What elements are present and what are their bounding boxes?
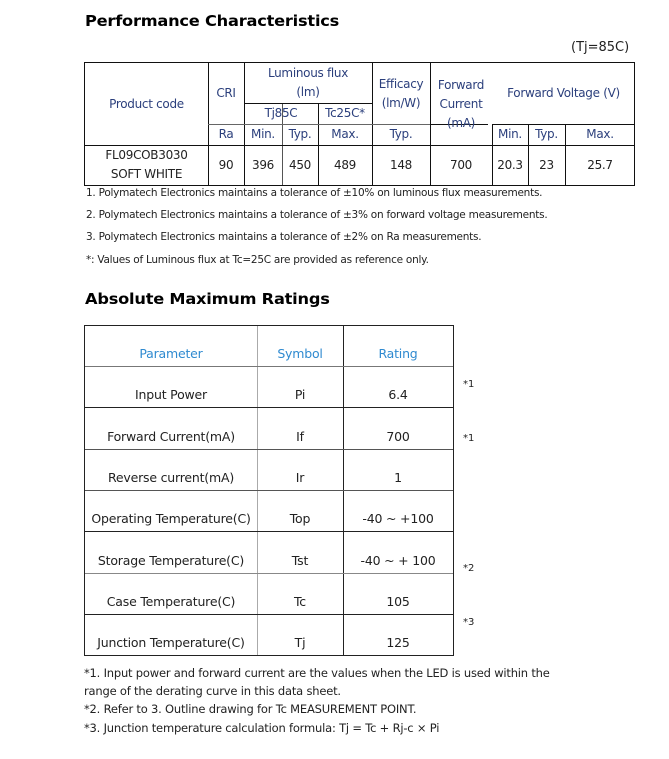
ra-value: 90 bbox=[218, 157, 234, 172]
v-max-value: 25.7 bbox=[587, 157, 613, 172]
header-symbol: Symbol bbox=[277, 346, 323, 361]
absolute-max-table bbox=[84, 325, 454, 656]
header-tc25c: Tc25C* bbox=[325, 106, 365, 120]
product-code-cell bbox=[85, 145, 208, 185]
product-color: SOFT WHITE bbox=[110, 167, 183, 181]
rating-reverse-current: 1 bbox=[394, 470, 402, 485]
header-parameter: Parameter bbox=[139, 346, 203, 361]
product-code: FL09COB3030 bbox=[105, 148, 188, 162]
flux-max-value: 489 bbox=[333, 157, 356, 172]
header-product-code: Product code bbox=[109, 96, 184, 111]
performance-note-1: 1. Polymatech Electronics maintains a tolerance of ±10% on luminous flux measurements. bbox=[86, 187, 543, 199]
side-mark-forward-current: *1 bbox=[463, 433, 475, 444]
rating-junction-temperature: 125 bbox=[386, 635, 410, 650]
side-mark-storage: *2 bbox=[463, 563, 475, 574]
footnote-1-line1: *1. Input power and forward current are the values when the LED is used within the bbox=[84, 666, 550, 680]
header-ra: Ra bbox=[218, 127, 234, 141]
performance-note-2: 2. Polymatech Electronics maintains a tolerance of ±3% on forward voltage measurements. bbox=[86, 209, 548, 221]
param-forward-current: Forward Current(mA) bbox=[107, 429, 235, 444]
header-flux-max: Max. bbox=[331, 127, 359, 141]
performance-note-3: 3. Polymatech Electronics maintains a tolerance of ±2% on Ra measurements. bbox=[86, 231, 482, 243]
rating-forward-current: 700 bbox=[386, 429, 410, 444]
param-junction-temperature: Junction Temperature(C) bbox=[97, 635, 245, 650]
header-current-unit: (mA) bbox=[446, 115, 476, 130]
header-forward-current bbox=[430, 63, 492, 145]
symbol-tc: Tc bbox=[294, 594, 306, 609]
header-efficacy-unit: (lm/W) bbox=[381, 95, 421, 110]
current-value: 700 bbox=[449, 157, 472, 172]
header-tj85c: Tj85C bbox=[264, 106, 298, 120]
header-flux-typ: Typ. bbox=[288, 127, 312, 141]
header-efficacy bbox=[372, 63, 430, 124]
header-rating: Rating bbox=[378, 346, 418, 361]
side-mark-input-power: *1 bbox=[463, 379, 475, 390]
performance-title: Performance Characteristics bbox=[85, 12, 340, 30]
test-condition: (Tj=85C) bbox=[571, 40, 630, 55]
rating-input-power: 6.4 bbox=[388, 387, 408, 402]
rating-storage-temperature: -40 ~ + 100 bbox=[360, 553, 436, 568]
symbol-tst: Tst bbox=[291, 553, 309, 568]
header-current-label: Current bbox=[439, 96, 483, 111]
header-forward-voltage: Forward Voltage (V) bbox=[507, 86, 620, 100]
header-v-typ: Typ. bbox=[535, 127, 558, 141]
performance-note-star: *: Values of Luminous flux at Tc=25C are provided as reference only. bbox=[86, 254, 429, 266]
absolute-max-title: Absolute Maximum Ratings bbox=[85, 290, 330, 308]
header-v-min: Min. bbox=[498, 127, 522, 141]
header-luminous-flux bbox=[244, 63, 372, 103]
side-mark-junction: *3 bbox=[463, 617, 475, 628]
symbol-pi: Pi bbox=[294, 387, 306, 402]
param-storage-temperature: Storage Temperature(C) bbox=[97, 553, 245, 568]
performance-table bbox=[84, 62, 635, 186]
param-operating-temperature: Operating Temperature(C) bbox=[91, 511, 251, 526]
efficacy-value: 148 bbox=[389, 157, 412, 172]
v-min-value: 20.3 bbox=[497, 157, 523, 172]
footnote-3: *3. Junction temperature calculation formula: Tj = Tc + Rj-c × Pi bbox=[84, 721, 440, 735]
footnote-2: *2. Refer to 3. Outline drawing for Tc MEASUREMENT POINT. bbox=[84, 702, 417, 716]
header-flux-min: Min. bbox=[251, 127, 275, 141]
rating-operating-temperature: -40 ~ +100 bbox=[362, 511, 434, 526]
param-input-power: Input Power bbox=[135, 387, 207, 402]
footnote-1-line2: range of the derating curve in this data sheet. bbox=[84, 684, 341, 698]
symbol-tj: Tj bbox=[294, 635, 306, 650]
param-reverse-current: Reverse current(mA) bbox=[108, 470, 234, 485]
param-case-temperature: Case Temperature(C) bbox=[106, 594, 236, 609]
header-efficacy-label: Efficacy bbox=[378, 76, 424, 91]
flux-typ-value: 450 bbox=[288, 157, 311, 172]
header-v-max: Max. bbox=[586, 127, 614, 141]
header-luminous-flux-label: Luminous flux bbox=[267, 66, 349, 80]
symbol-if: If bbox=[296, 429, 304, 444]
v-typ-value: 23 bbox=[539, 157, 554, 172]
symbol-top: Top bbox=[289, 511, 311, 526]
rating-case-temperature: 105 bbox=[386, 594, 410, 609]
header-luminous-flux-unit: (lm) bbox=[296, 85, 320, 99]
header-forward-label: Forward bbox=[437, 77, 485, 92]
flux-min-value: 396 bbox=[251, 157, 274, 172]
symbol-ir: Ir bbox=[295, 470, 305, 485]
header-cri: CRI bbox=[216, 86, 236, 100]
header-efficacy-typ: Typ. bbox=[389, 127, 413, 141]
